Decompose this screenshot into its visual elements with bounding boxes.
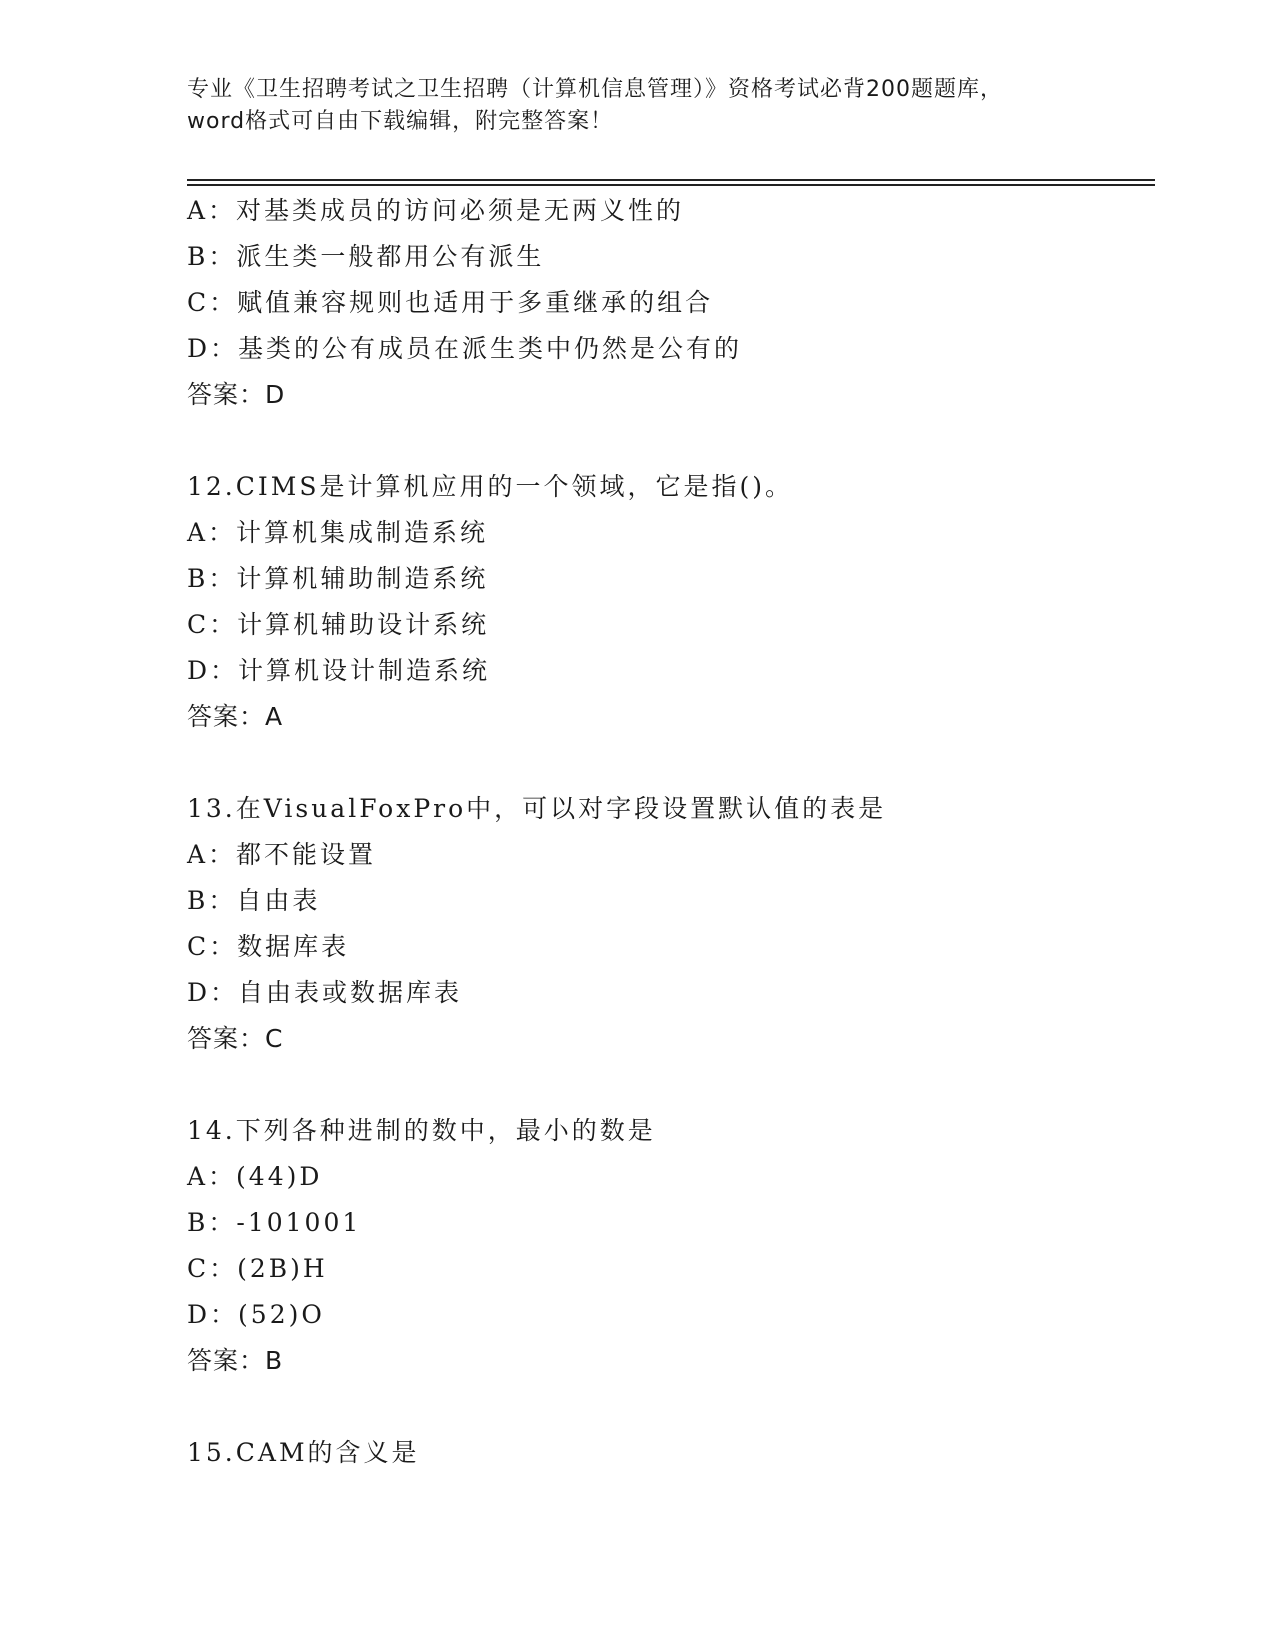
question-text: 15.CAM的含义是	[187, 1438, 420, 1467]
answer: 答案：A	[187, 702, 284, 731]
option-a: A：都不能设置	[187, 840, 377, 869]
header-line-2: word格式可自由下载编辑，附完整答案！	[187, 109, 614, 134]
question-15	[187, 1430, 1147, 1476]
question-13	[187, 786, 1147, 1062]
option-b: B：自由表	[187, 886, 321, 915]
question-text: 12.CIMS是计算机应用的一个领域，它是指()。	[187, 472, 793, 501]
spacer	[187, 418, 1147, 464]
option-d: D：自由表或数据库表	[187, 978, 463, 1007]
question-12	[187, 464, 1147, 740]
question-text: 13.在VisualFoxPro中，可以对字段设置默认值的表是	[187, 794, 887, 823]
option-a: A：(44)D	[187, 1162, 323, 1191]
question-11	[187, 188, 1147, 418]
question-text: 14.下列各种进制的数中，最小的数是	[187, 1116, 656, 1145]
spacer	[187, 1384, 1147, 1430]
header-line-1: 专业《卫生招聘考试之卫生招聘（计算机信息管理）》资格考试必背200题题库，	[187, 77, 1003, 102]
option-b: B：-101001	[187, 1208, 362, 1237]
option-a: A：计算机集成制造系统	[187, 518, 489, 547]
option-c: C：赋值兼容规则也适用于多重继承的组合	[187, 288, 714, 317]
option-c: C：(2B)H	[187, 1254, 328, 1283]
option-b: B：派生类一般都用公有派生	[187, 242, 545, 271]
question-14	[187, 1108, 1147, 1384]
question-list	[187, 188, 1147, 1476]
answer: 答案：C	[187, 1024, 284, 1053]
option-d: D：计算机设计制造系统	[187, 656, 491, 685]
option-a: A：对基类成员的访问必须是无两义性的	[187, 196, 685, 225]
answer: 答案：D	[187, 380, 286, 409]
answer: 答案：B	[187, 1346, 284, 1375]
option-c: C：数据库表	[187, 932, 350, 961]
option-c: C：计算机辅助设计系统	[187, 610, 490, 639]
header-divider-bottom	[187, 184, 1155, 186]
header-divider-top	[187, 179, 1155, 181]
option-d: D：(52)O	[187, 1300, 325, 1329]
document-header	[187, 74, 1087, 138]
spacer	[187, 1062, 1147, 1108]
spacer	[187, 740, 1147, 786]
option-b: B：计算机辅助制造系统	[187, 564, 489, 593]
option-d: D：基类的公有成员在派生类中仍然是公有的	[187, 334, 743, 363]
